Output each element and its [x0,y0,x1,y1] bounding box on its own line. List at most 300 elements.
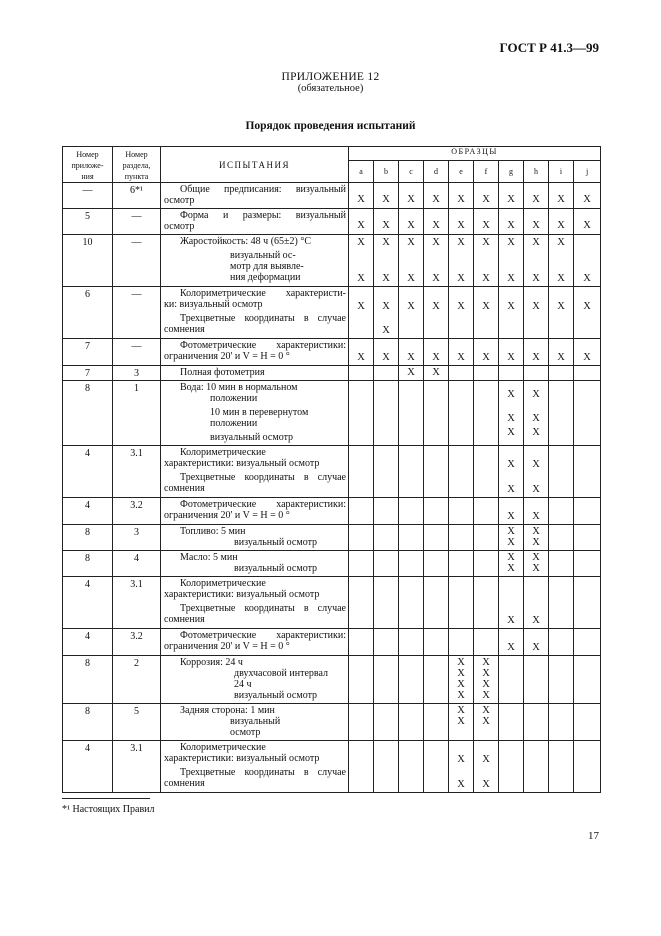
cell-sample-h [524,446,549,498]
cell-sample-c [399,339,424,366]
cell-sample-g [499,366,524,381]
cell-sample-j [574,656,601,704]
x-mark: X [532,413,540,424]
cell-sample-f [474,704,499,741]
cell-section-no: 4 [113,551,161,577]
x-mark: X [507,459,515,470]
table-row [63,498,601,525]
cell-sample-f [474,183,499,209]
x-mark: X [457,679,465,690]
cell-sample-i [549,446,574,498]
x-mark: X [507,413,515,424]
x-mark: X [482,352,490,363]
x-mark: X [532,642,540,653]
x-mark: X [532,301,540,312]
cell-section-no: 3.1 [113,446,161,498]
cell-sample-h [524,525,549,551]
x-mark: X [407,237,415,248]
test-text-line: характеристики: визуальный осмотр [164,753,320,764]
table-row [63,551,601,577]
tests-table [62,146,601,793]
test-text-line: Коррозия: 24 ч [180,657,243,668]
test-text-line: Форма и размеры: визуальный [180,210,346,221]
table-row [63,577,601,629]
cell-sample-b [374,629,399,656]
x-mark: X [532,615,540,626]
test-text-line: визуальный осмотр [234,690,318,701]
header-sample-i: i [549,160,574,182]
cell-sample-d [424,235,449,287]
cell-sample-j [574,209,601,235]
cell-test-description [161,339,349,366]
x-mark: X [532,194,540,205]
cell-sample-f [474,339,499,366]
cell-sample-j [574,629,601,656]
cell-sample-i [549,577,574,629]
test-text-line: Колориметрические [180,447,266,458]
cell-sample-c [399,446,424,498]
header-sample-h: h [524,160,549,182]
x-mark: X [557,273,565,284]
cell-annex-no: 8 [63,704,113,741]
table-row [63,183,601,209]
x-mark: X [532,273,540,284]
cell-sample-c [399,741,424,793]
x-mark: X [507,237,515,248]
x-mark: X [407,352,415,363]
x-mark: X [357,220,365,231]
cell-sample-j [574,551,601,577]
cell-sample-d [424,209,449,235]
cell-sample-b [374,381,399,446]
test-text-line: характеристики: визуальный осмотр [164,458,320,469]
cell-sample-a [349,551,374,577]
header-sample-g: g [499,160,524,182]
x-mark: X [432,301,440,312]
cell-sample-b [374,656,399,704]
cell-sample-f [474,209,499,235]
cell-annex-no: 8 [63,656,113,704]
cell-sample-e [449,551,474,577]
cell-sample-j [574,498,601,525]
cell-sample-f [474,525,499,551]
x-mark: X [432,194,440,205]
x-mark: X [457,754,465,765]
test-text-line: Фотометрические характеристики: [180,340,346,351]
x-mark: X [532,484,540,495]
cell-sample-a [349,656,374,704]
footnote: *¹ Настоящих Правил [62,804,155,815]
cell-sample-b [374,209,399,235]
x-mark: X [457,237,465,248]
cell-sample-d [424,339,449,366]
cell-section-no: — [113,287,161,339]
cell-sample-g [499,287,524,339]
cell-sample-i [549,235,574,287]
x-mark: X [482,237,490,248]
x-mark: X [432,367,440,378]
test-text-line: сомнения [164,483,205,494]
x-mark: X [532,237,540,248]
cell-sample-e [449,446,474,498]
cell-test-description [161,446,349,498]
test-text-line: осмотр [230,727,261,738]
cell-sample-g [499,525,524,551]
x-mark: X [432,273,440,284]
x-mark: X [583,352,591,363]
cell-sample-f [474,629,499,656]
cell-section-no: 1 [113,381,161,446]
x-mark: X [407,301,415,312]
table-row [63,525,601,551]
x-mark: X [557,194,565,205]
x-mark: X [532,427,540,438]
cell-sample-h [524,741,549,793]
x-mark: X [557,301,565,312]
cell-test-description [161,577,349,629]
test-text-line: Жаростойкость: 48 ч (65±2) °C [180,236,312,247]
cell-sample-a [349,366,374,381]
x-mark: X [432,220,440,231]
cell-annex-no: 6 [63,287,113,339]
x-mark: X [507,537,515,548]
test-text-line: 24 ч [234,679,252,690]
x-mark: X [457,716,465,727]
cell-annex-no: 4 [63,498,113,525]
x-mark: X [557,220,565,231]
appendix-subtitle: (обязательное) [297,83,364,94]
cell-sample-h [524,339,549,366]
cell-sample-b [374,339,399,366]
header-sample-d: d [424,160,449,182]
cell-sample-g [499,741,524,793]
test-text-line: характеристики: визуальный осмотр [164,589,320,600]
test-text-line: ограничения 20' и V = H = 0 ° [164,510,290,521]
header-sample-c: c [399,160,424,182]
table-row [63,339,601,366]
test-text-line: сомнения [164,324,205,335]
test-text-line: Полная фотометрия [180,367,265,378]
x-mark: X [432,237,440,248]
cell-sample-c [399,498,424,525]
cell-test-description [161,741,349,793]
x-mark: X [382,194,390,205]
cell-sample-h [524,235,549,287]
cell-sample-a [349,183,374,209]
test-text-line: Колориметрические характеристи- [180,288,346,299]
cell-sample-j [574,235,601,287]
cell-sample-g [499,498,524,525]
x-mark: X [407,367,415,378]
cell-sample-d [424,381,449,446]
cell-sample-f [474,551,499,577]
cell-test-description [161,551,349,577]
cell-sample-a [349,525,374,551]
cell-sample-a [349,339,374,366]
x-mark: X [457,779,465,790]
cell-sample-h [524,287,549,339]
cell-sample-g [499,656,524,704]
x-mark: X [457,301,465,312]
x-mark: X [357,194,365,205]
test-text-line: сомнения [164,778,205,789]
cell-sample-i [549,741,574,793]
cell-sample-a [349,235,374,287]
cell-test-description [161,287,349,339]
cell-sample-d [424,287,449,339]
cell-sample-i [549,209,574,235]
cell-sample-g [499,551,524,577]
cell-sample-f [474,498,499,525]
cell-sample-d [424,525,449,551]
test-text-line: Трехцветные координаты в случае [180,472,346,483]
x-mark: X [482,679,490,690]
cell-sample-c [399,287,424,339]
cell-sample-f [474,446,499,498]
cell-section-no: — [113,235,161,287]
test-text-line: ки: визуальный осмотр [164,299,263,310]
cell-sample-d [424,446,449,498]
cell-sample-i [549,381,574,446]
test-text-line: визуальный осмотр [234,537,318,548]
cell-sample-b [374,287,399,339]
cell-sample-g [499,446,524,498]
appendix-title: ПРИЛОЖЕНИЕ 12 [281,71,380,83]
cell-test-description [161,704,349,741]
test-text-line: Колориметрические [180,578,266,589]
cell-sample-e [449,629,474,656]
test-text-line: визуальный ос- [230,250,296,261]
header-sample-b: b [374,160,399,182]
x-mark: X [507,563,515,574]
table-row [63,235,601,287]
test-text-line: визуальный [230,716,281,727]
cell-sample-i [549,366,574,381]
cell-sample-g [499,577,524,629]
cell-sample-h [524,381,549,446]
cell-section-no: 3.1 [113,741,161,793]
x-mark: X [457,220,465,231]
cell-sample-j [574,525,601,551]
x-mark: X [482,273,490,284]
cell-sample-d [424,577,449,629]
test-text-line: ограничения 20' и V = H = 0 ° [164,641,290,652]
x-mark: X [532,389,540,400]
cell-sample-f [474,577,499,629]
cell-sample-a [349,446,374,498]
cell-sample-h [524,577,549,629]
test-text-line: осмотр [164,221,195,232]
cell-annex-no: 4 [63,577,113,629]
table-row [63,381,601,446]
x-mark: X [507,526,515,537]
header-samples: ОБРАЗЦЫ [349,147,601,161]
x-mark: X [557,352,565,363]
cell-sample-j [574,446,601,498]
test-text-line: Трехцветные координаты в случае [180,767,346,778]
cell-sample-d [424,498,449,525]
x-mark: X [432,352,440,363]
x-mark: X [407,220,415,231]
cell-sample-h [524,551,549,577]
x-mark: X [532,352,540,363]
x-mark: X [382,301,390,312]
cell-annex-no: 7 [63,366,113,381]
cell-sample-d [424,704,449,741]
cell-sample-b [374,525,399,551]
x-mark: X [532,220,540,231]
cell-sample-h [524,704,549,741]
cell-sample-e [449,381,474,446]
cell-section-no: 2 [113,656,161,704]
table-row [63,209,601,235]
cell-annex-no: 8 [63,381,113,446]
cell-sample-i [549,287,574,339]
cell-section-no: 3 [113,366,161,381]
cell-test-description [161,498,349,525]
x-mark: X [482,657,490,668]
cell-sample-e [449,741,474,793]
x-mark: X [457,273,465,284]
cell-sample-b [374,446,399,498]
cell-section-no: — [113,209,161,235]
test-text-line: мотр для выявле- [230,261,304,272]
cell-sample-d [424,629,449,656]
cell-sample-j [574,183,601,209]
cell-sample-e [449,209,474,235]
cell-sample-e [449,235,474,287]
x-mark: X [457,657,465,668]
x-mark: X [382,352,390,363]
standard-code: ГОСТ Р 41.3—99 [499,40,599,55]
cell-sample-c [399,656,424,704]
cell-section-no: 6*¹ [113,183,161,209]
cell-sample-i [549,525,574,551]
cell-sample-e [449,366,474,381]
x-mark: X [382,325,390,336]
x-mark: X [482,690,490,701]
cell-sample-i [549,551,574,577]
cell-annex-no: 10 [63,235,113,287]
cell-section-no: — [113,339,161,366]
cell-sample-b [374,551,399,577]
cell-sample-c [399,366,424,381]
cell-sample-b [374,498,399,525]
cell-sample-d [424,551,449,577]
cell-sample-e [449,525,474,551]
x-mark: X [382,220,390,231]
footnote-separator [62,798,150,799]
table-title: Порядок проведения испытаний [245,120,416,132]
cell-sample-g [499,381,524,446]
header-section-no: Номер раздела, пункта [113,147,161,183]
cell-annex-no: 5 [63,209,113,235]
cell-sample-i [549,183,574,209]
cell-sample-i [549,704,574,741]
x-mark: X [507,194,515,205]
cell-sample-c [399,209,424,235]
x-mark: X [482,716,490,727]
x-mark: X [532,537,540,548]
cell-sample-d [424,656,449,704]
page-number: 17 [588,830,599,842]
cell-sample-j [574,381,601,446]
x-mark: X [532,511,540,522]
test-text-line: ния деформации [230,272,301,283]
cell-annex-no: 4 [63,446,113,498]
x-mark: X [457,194,465,205]
cell-sample-d [424,366,449,381]
cell-annex-no: 8 [63,551,113,577]
x-mark: X [357,273,365,284]
x-mark: X [482,754,490,765]
cell-sample-b [374,741,399,793]
test-text-line: Трехцветные координаты в случае [180,603,346,614]
test-text-line: Вода: 10 мин в нормальном [180,382,298,393]
x-mark: X [507,552,515,563]
x-mark: X [357,301,365,312]
x-mark: X [532,563,540,574]
cell-sample-i [549,498,574,525]
cell-sample-h [524,498,549,525]
cell-sample-j [574,741,601,793]
x-mark: X [507,301,515,312]
x-mark: X [407,273,415,284]
cell-test-description [161,525,349,551]
cell-sample-h [524,209,549,235]
test-text-line: визуальный осмотр [210,432,294,443]
x-mark: X [457,352,465,363]
cell-sample-f [474,656,499,704]
cell-sample-i [549,629,574,656]
cell-sample-a [349,381,374,446]
cell-sample-c [399,525,424,551]
table-row [63,287,601,339]
table-row [63,741,601,793]
x-mark: X [507,642,515,653]
x-mark: X [482,705,490,716]
cell-sample-f [474,381,499,446]
cell-sample-a [349,209,374,235]
test-text-line: визуальный осмотр [234,563,318,574]
x-mark: X [532,526,540,537]
cell-sample-a [349,704,374,741]
cell-sample-a [349,577,374,629]
x-mark: X [507,273,515,284]
cell-sample-c [399,381,424,446]
x-mark: X [457,668,465,679]
cell-sample-g [499,209,524,235]
x-mark: X [532,552,540,563]
cell-sample-j [574,704,601,741]
cell-annex-no: 4 [63,629,113,656]
cell-test-description [161,656,349,704]
test-text-line: Топливо: 5 мин [180,526,246,537]
test-text-line: Фотометрические характеристики: [180,499,346,510]
header-sample-f: f [474,160,499,182]
cell-sample-h [524,629,549,656]
cell-sample-e [449,498,474,525]
cell-sample-b [374,235,399,287]
cell-test-description [161,183,349,209]
x-mark: X [482,779,490,790]
test-text-line: Задняя сторона: 1 мин [180,705,275,716]
table-row [63,629,601,656]
cell-sample-a [349,629,374,656]
cell-test-description [161,381,349,446]
cell-section-no: 3 [113,525,161,551]
cell-sample-i [549,339,574,366]
